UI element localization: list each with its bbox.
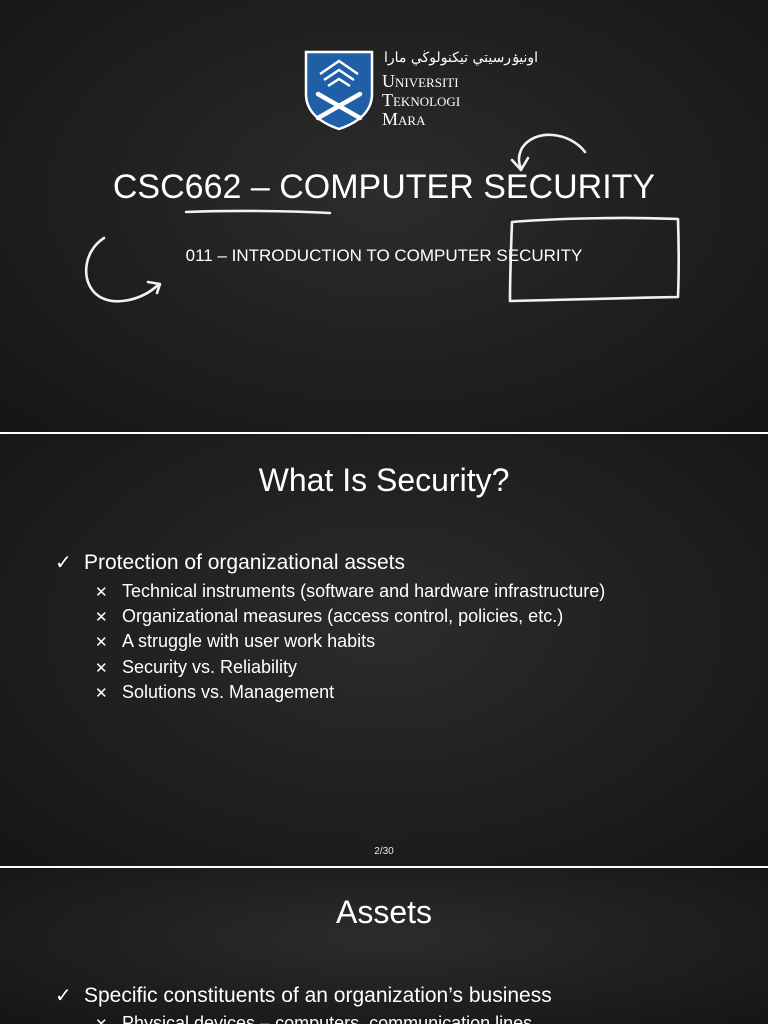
university-name-line3: Mara bbox=[382, 109, 426, 129]
presentation-title: CSC662 – COMPUTER SECURITY bbox=[112, 168, 656, 206]
sub-bullet-item bbox=[95, 657, 297, 678]
presentation-subtitle: 011 – INTRODUCTION TO COMPUTER SECURITY bbox=[185, 246, 583, 265]
sub-bullet-item bbox=[95, 682, 334, 703]
bullet-item bbox=[55, 983, 552, 1008]
sub-bullet-text: Solutions vs. Management bbox=[122, 682, 335, 702]
sub-bullet-text: Organizational measures (access control, policies, etc.) bbox=[122, 606, 564, 626]
content-slide-what-is-security bbox=[0, 434, 768, 866]
sub-bullet-item bbox=[95, 606, 563, 627]
chalk-rectangle bbox=[510, 218, 679, 301]
cross-icon: ✕ bbox=[95, 1016, 108, 1033]
sub-bullet-item bbox=[95, 581, 605, 602]
slide-title: Assets bbox=[335, 894, 433, 930]
sub-bullet-item bbox=[95, 1013, 532, 1034]
cross-icon: ✕ bbox=[95, 660, 108, 677]
cross-icon: ✕ bbox=[95, 685, 108, 702]
content-slide-assets bbox=[0, 868, 768, 1033]
university-name-line1: Universiti bbox=[382, 71, 459, 91]
cross-icon: ✕ bbox=[95, 584, 108, 601]
slide-title: What Is Security? bbox=[258, 462, 510, 498]
sub-bullet-text: Security vs. Reliability bbox=[122, 657, 298, 677]
bullet-item bbox=[55, 550, 405, 575]
title-slide bbox=[0, 0, 768, 432]
chalk-arc-arrow-right bbox=[512, 135, 585, 170]
sub-bullet-text: A struggle with user work habits bbox=[122, 631, 376, 651]
chalk-arc-arrow-left bbox=[86, 238, 160, 301]
checkmark-icon: ✓ bbox=[55, 552, 72, 574]
sub-bullet-item bbox=[95, 631, 375, 652]
chalk-underline bbox=[186, 211, 330, 213]
bullet-text: Protection of organizational assets bbox=[84, 551, 406, 574]
chalk-decorations bbox=[0, 0, 768, 432]
university-name-jawi: اونيۏرسيتي تيكنولوڬي مارا bbox=[384, 50, 539, 66]
checkmark-icon: ✓ bbox=[55, 985, 72, 1007]
university-name-line2: Teknologi bbox=[382, 90, 461, 110]
bullet-text: Specific constituents of an organization’s business bbox=[84, 984, 552, 1007]
page-number: 2/30 bbox=[374, 846, 394, 857]
cross-icon: ✕ bbox=[95, 634, 108, 651]
sub-bullet-text: Technical instruments (software and hardware infrastructure) bbox=[122, 581, 606, 601]
cross-icon: ✕ bbox=[95, 609, 108, 626]
sub-bullet-text: Physical devices – computers, communication lines bbox=[122, 1013, 533, 1033]
